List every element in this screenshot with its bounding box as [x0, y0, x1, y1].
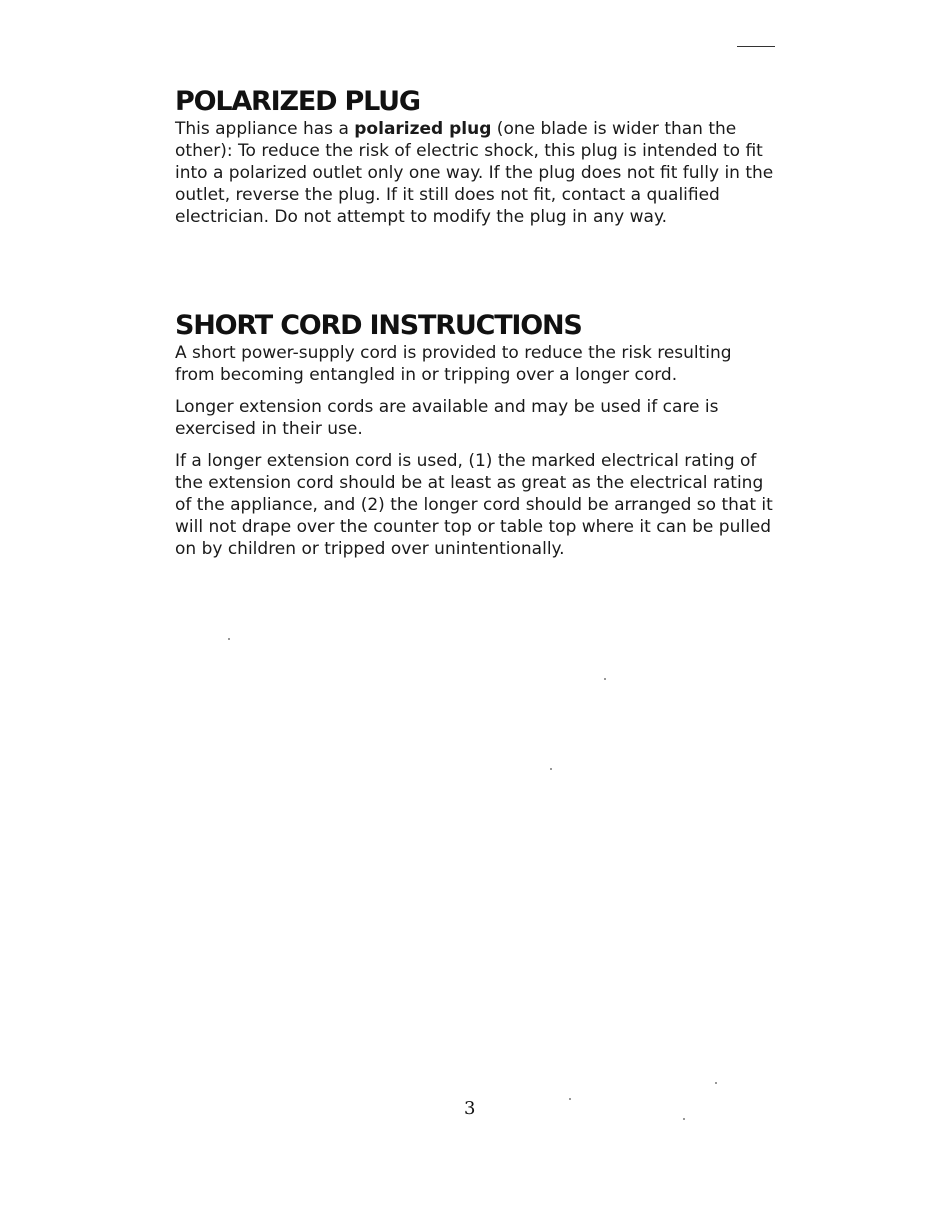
top-rule-line — [737, 46, 775, 47]
polarized-text-after: (one blade is wider than the other): To reduce the risk of electric shock, this plug is intended to fit into a polarized outlet only one way. If the plug does not fit fully in the outlet, reverse the plug. If it still does not fit, contact a qualified electrician. Do not attempt to modify the plug in any way. — [175, 119, 774, 227]
short-cord-paragraph-2: Longer extension cords are available and may be used if care is exercised in their use. — [175, 397, 719, 439]
polarized-plug-bold-term: polarized plug — [354, 119, 492, 139]
short-cord-paragraph-3: If a longer extension cord is used, (1) the marked electrical rating of the extension cord should be at least as great as the electrical rating of the appliance, and (2) the longer cord should be arranged so that it will not drape over the counter top or table top where it can be pulled on by children or tripped over unintentionally. — [175, 451, 773, 559]
scan-speck — [550, 768, 552, 770]
page-number: 3 — [464, 1098, 476, 1119]
short-cord-section — [175, 310, 775, 560]
polarized-text-before: This appliance has a — [175, 119, 355, 139]
polarized-plug-heading: POLARIZED PLUG — [175, 86, 420, 117]
scan-speck — [569, 1098, 571, 1100]
scan-speck — [683, 1118, 685, 1120]
scan-speck — [715, 1082, 717, 1084]
scan-speck — [228, 638, 230, 640]
short-cord-heading: SHORT CORD INSTRUCTIONS — [175, 310, 582, 341]
scan-speck — [604, 678, 606, 680]
short-cord-paragraph-1: A short power-supply cord is provided to reduce the risk resulting from becoming entangled in or tripping over a longer cord. — [175, 343, 732, 385]
polarized-plug-section — [175, 86, 775, 228]
polarized-plug-paragraph — [175, 118, 775, 228]
